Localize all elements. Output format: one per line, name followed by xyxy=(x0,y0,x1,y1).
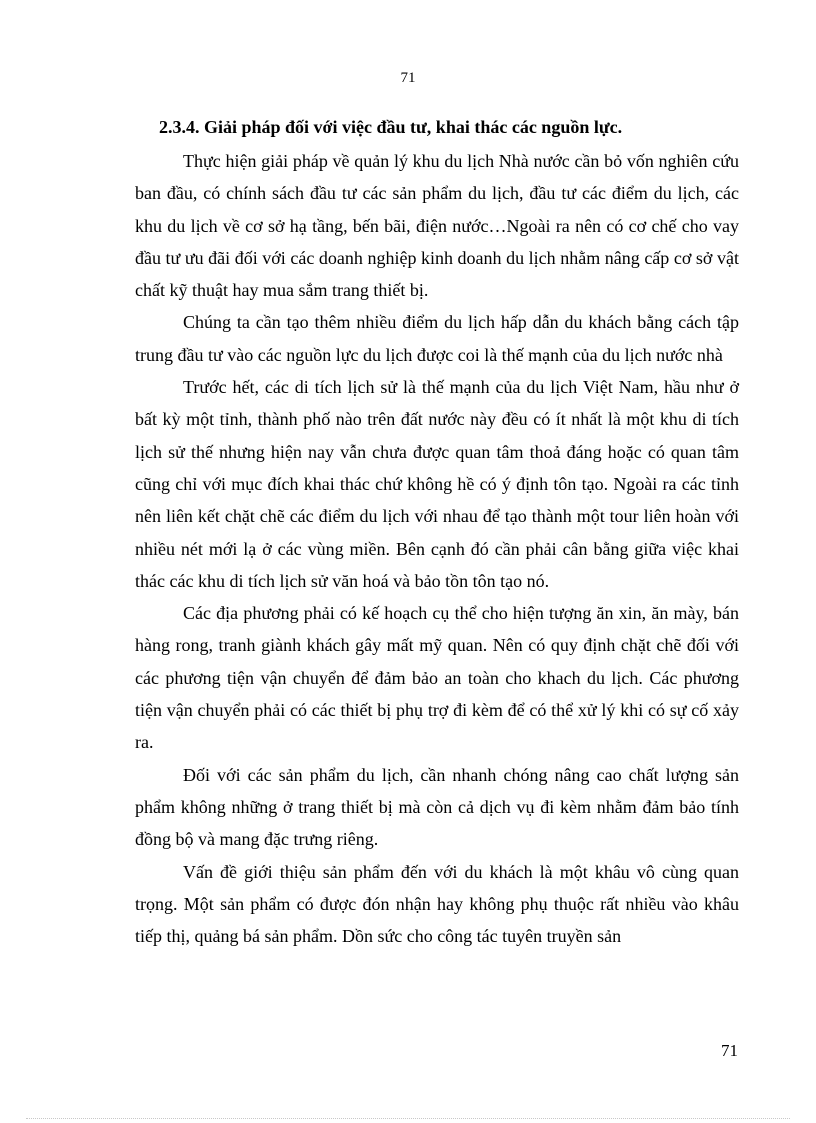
paragraph: Thực hiện giải pháp về quản lý khu du lịch Nhà nước cần bỏ vốn nghiên cứu ban đầu, có chính sách đầu tư các sản phẩm du lịch, đầu tư các điểm du lịch, các khu du lịch về cơ sở hạ tầng, bến bãi, điện nước…Ngoài ra nên có cơ chế cho vay đầu tư ưu đãi đối với các doanh nghiệp kinh doanh du lịch nhằm nâng cấp cơ sở vật chất kỹ thuật hay mua sắm trang thiết bị. xyxy=(135,151,739,301)
paragraph: Vấn đề giới thiệu sản phẩm đến với du khách là một khâu vô cùng quan trọng. Một sản phẩm có được đón nhận hay không phụ thuộc rất nhiều vào khâu tiếp thị, quảng bá sản phẩm. Dồn sức cho công tác tuyên truyền sản xyxy=(135,861,739,947)
document-body xyxy=(135,113,739,952)
page-number-bottom: 71 xyxy=(721,1041,738,1060)
paragraph: Đối với các sản phẩm du lịch, cần nhanh chóng nâng cao chất lượng sản phẩm không những ở trang thiết bị mà còn cả dịch vụ đi kèm nhằm đảm bảo tính đồng bộ và mang đặc trưng riêng. xyxy=(135,764,739,850)
paragraph: Chúng ta cần tạo thêm nhiều điểm du lịch hấp dẫn du khách bằng cách tập trung đầu tư vào các nguồn lực du lịch được coi là thế mạnh của du lịch nước nhà xyxy=(135,312,739,365)
page-bottom-divider xyxy=(26,1118,790,1119)
paragraph: Trước hết, các di tích lịch sử là thế mạnh của du lịch Việt Nam, hầu như ở bất kỳ một tỉnh, thành phố nào trên đất nước này đều có ít nhất là một khu di tích lịch sử thế nhưng hiện nay vẫn chưa được quan tâm thoả đáng hoặc có quan tâm cũng chỉ với mục đích khai thác chứ không hề có ý định tôn tạo. Ngoài ra các tỉnh nên liên kết chặt chẽ các điểm du lịch với nhau để tạo thành một tour liên hoàn với nhiều nét mới lạ ở các vùng miền. Bên cạnh đó cần phải cân bằng giữa việc khai thác các khu di tích lịch sử văn hoá và bảo tồn tôn tạo nó. xyxy=(135,377,739,591)
paragraph: Các địa phương phải có kế hoạch cụ thể cho hiện tượng ăn xin, ăn mày, bán hàng rong, tranh giành khách gây mất mỹ quan. Nên có quy định chặt chẽ đối với các phương tiện vận chuyển để đảm bảo an toàn cho khach du lịch. Các phương tiện vận chuyển phải có các thiết bị phụ trợ đi kèm để có thể xử lý khi có sự cố xảy ra. xyxy=(135,603,739,753)
section-heading: 2.3.4. Giải pháp đối với việc đầu tư, khai thác các nguồn lực. xyxy=(159,117,623,137)
page-number-top: 71 xyxy=(400,70,416,86)
